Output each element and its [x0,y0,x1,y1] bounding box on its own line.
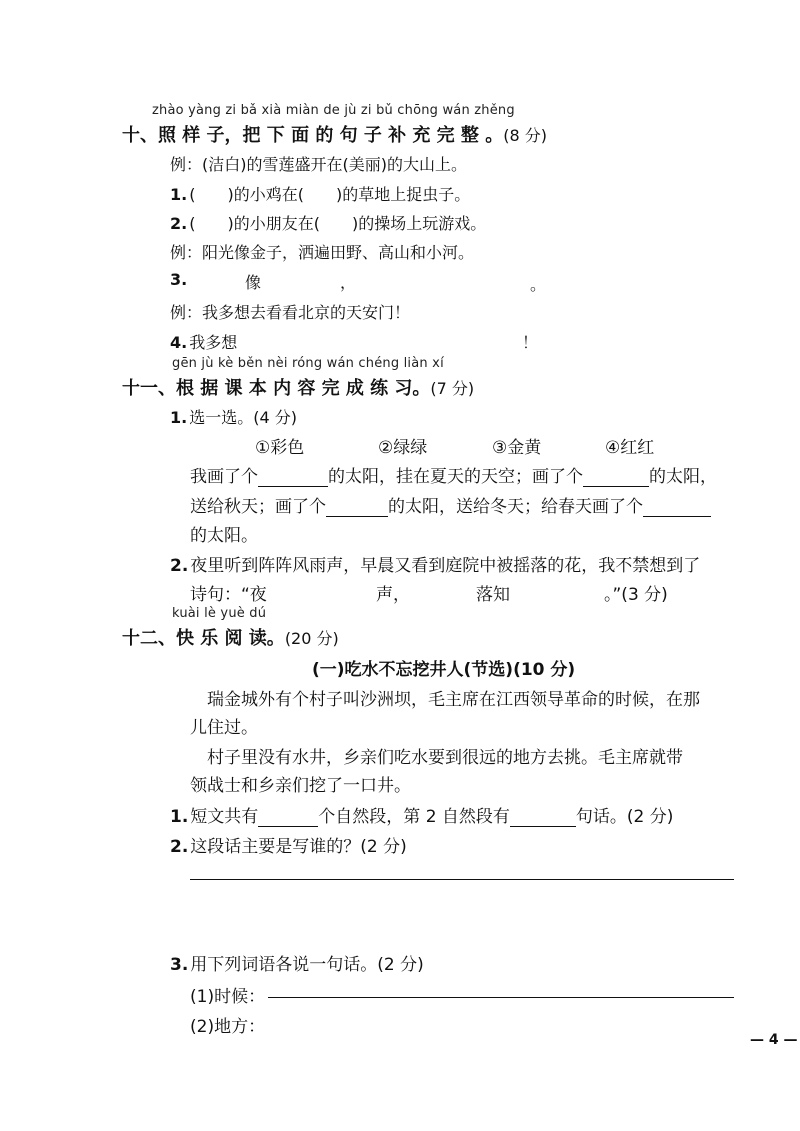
section12-title [122,624,339,650]
q3-item1-label: (1)时候： [190,987,266,1007]
section11-title-text: 十一、根 据 课 本 内 容 完 成 练 习。 [122,378,431,399]
q-number: 2. [170,214,188,233]
q-number: 1. [170,408,188,427]
passage-para1b: 儿住过。 [190,718,258,738]
q-text: 这段话主要是写谁的？(2 分) [190,837,407,857]
option-2: ②绿绿 [378,438,428,458]
q-number: 2. [170,556,189,576]
q-text[interactable]: ( )的小朋友在( )的操场上玩游戏。 [189,214,487,233]
poem-part-b: 声， [376,585,410,605]
section11-q1 [170,405,297,428]
section10-q4 [170,330,237,353]
section11-title [122,374,474,400]
option-4: ④红红 [605,438,655,458]
line-text: 送给秋天；画了个 [190,497,326,517]
section10-pinyin: zhào yàng zi bǎ xià miàn de jù zi bǔ chōng wán zhěng [152,103,515,118]
section12-q1 [170,802,673,827]
option-1: ①彩色 [255,438,305,458]
answer-blank[interactable] [643,500,711,517]
passage-para1a: 瑞金城外有个村子叫沙洲坝，毛主席在江西领导革命的时候，在那 [207,690,700,710]
q-text: 我多想 [189,333,238,352]
q-number: 4. [170,333,188,352]
line-text: 的太阳，送给冬天；给春天画了个 [388,497,643,517]
q-text: 用下列词语各说一句话。(2 分) [190,955,424,975]
line-text: 的太阳， [649,467,717,487]
section11-score: (7 分) [430,379,475,398]
q-text: 句话。(2 分) [575,807,674,827]
q-text: 夜里听到阵阵风雨声，早晨又看到庭院中被摇落的花，我不禁想到了 [190,556,701,576]
line-text: 我画了个 [190,467,258,487]
section10-q3-period: 。 [530,275,547,294]
section11-q1-line1 [190,462,717,487]
answer-blank[interactable] [258,470,328,487]
poem-part-d: 。”(3 分) [604,585,668,605]
section10-q3 [170,270,189,289]
section10-q3-word: 像 [245,273,262,292]
section10-example2: 例：阳光像金子，洒遍田野、高山和小河。 [170,243,475,262]
answer-blank[interactable] [326,500,388,517]
section10-q1 [170,182,470,205]
section12-title-text: 十二、快 乐 阅 读。 [122,628,285,649]
line-text: 的太阳，挂在夏天的天空；画了个 [328,467,583,487]
poem-part-c: 落知 [476,585,510,605]
section11-q1-line2 [190,492,711,517]
section10-title [122,121,547,147]
passage-para2b: 领战士和乡亲们挖了一口井。 [190,776,411,796]
section10-example1: 例：(洁白)的雪莲盛开在(美丽)的大山上。 [170,155,467,174]
section10-example3: 例：我多想去看看北京的天安门！ [170,303,411,322]
q-number: 1. [170,807,189,827]
answer-blank[interactable] [258,810,318,827]
section10-score: (8 分) [503,126,547,145]
section11-pinyin: gēn jù kè běn nèi róng wán chéng liàn xí [172,356,444,371]
q-text: 短文共有 [190,807,259,827]
section12-score: (20 分) [284,629,339,648]
answer-blank[interactable] [510,810,576,827]
section12-q3 [170,950,424,975]
q-text: 选一选。(4 分) [189,408,297,427]
poem-part-a: 诗句：“夜 [190,585,267,605]
q-number: 1. [170,185,188,204]
passage-title: (一)吃水不忘挖井人(节选)(10 分) [312,660,576,680]
section10-q2 [170,211,486,234]
answer-line-q2[interactable] [190,879,734,880]
answer-line-q3-1[interactable] [268,997,734,998]
section11-q1-line3: 的太阳。 [190,526,258,546]
section12-pinyin: kuài lè yuè dú [172,606,267,621]
section12-q2 [170,832,407,857]
q-text: 个自然段，第 2 自然段有 [318,807,510,827]
q-text[interactable]: ( )的小鸡在( )的草地上捉虫子。 [189,185,471,204]
answer-blank[interactable] [583,470,649,487]
q-number: 3. [170,270,188,289]
option-3: ③金黄 [492,438,542,458]
section10-q3-comma: ， [340,273,357,292]
q3-item2-label: (2)地方： [190,1017,266,1037]
q-number: 3. [170,955,189,975]
section11-q2 [170,551,700,576]
passage-para2a: 村子里没有水井，乡亲们吃水要到很远的地方去挑。毛主席就带 [207,748,683,768]
page-number: — 4 — [750,1032,798,1048]
section10-title-text: 十、照 样 子，把 下 面 的 句 子 补 充 完 整 。 [122,125,504,146]
section10-q4-end: ！ [522,333,539,352]
q-number: 2. [170,837,189,857]
